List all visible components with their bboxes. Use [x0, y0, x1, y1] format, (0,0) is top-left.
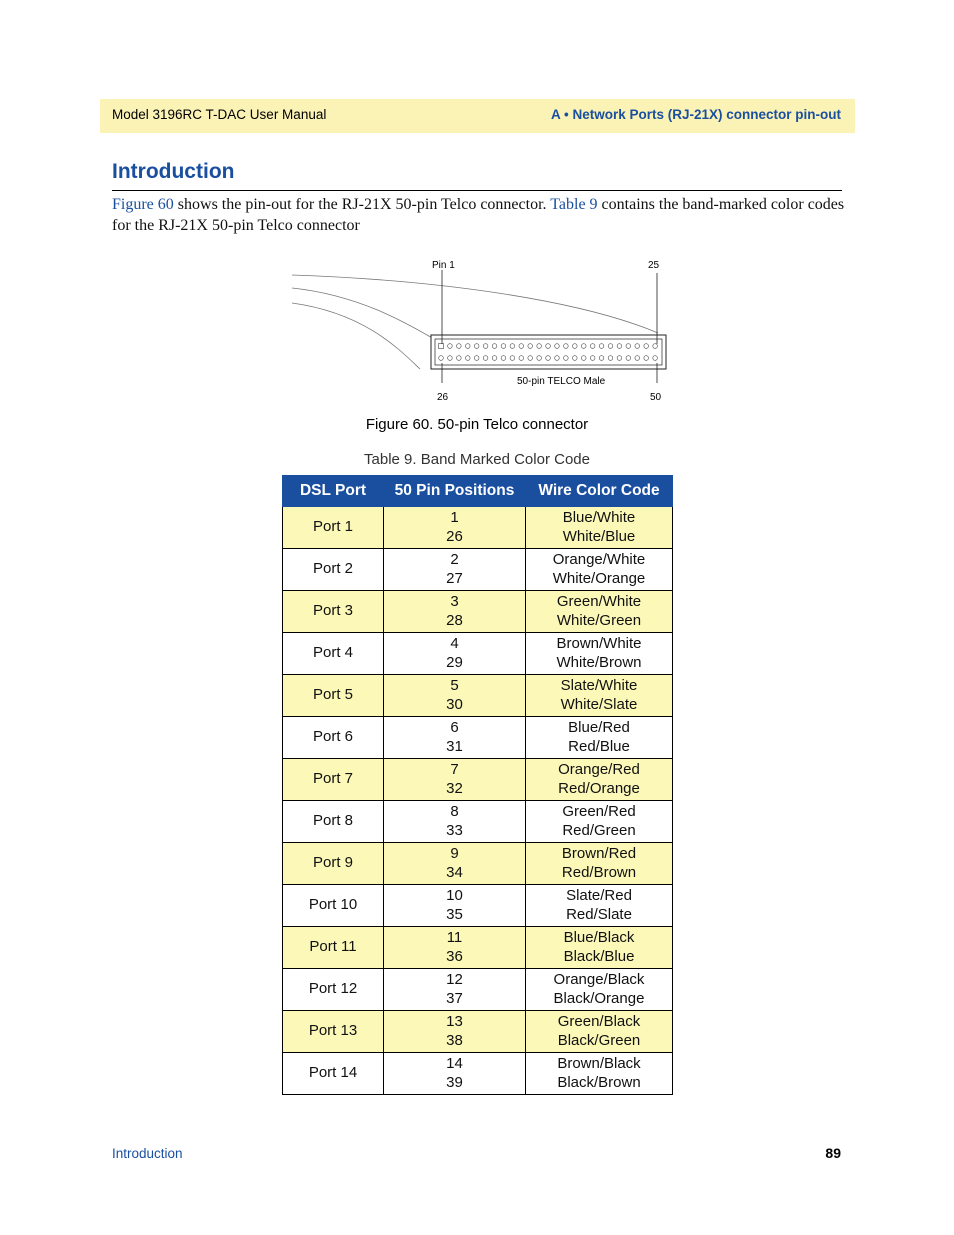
- page-number: 89: [825, 1145, 841, 1161]
- table-9-link[interactable]: Table 9: [550, 196, 598, 213]
- wire-color-cell-value: Green/White: [556, 593, 642, 610]
- wire-color-cell: [526, 1053, 673, 1095]
- pin-positions-cell: [384, 759, 526, 801]
- footer-section: Introduction: [112, 1146, 183, 1161]
- pin-positions-cell-value: 31: [446, 737, 463, 755]
- pin-positions-cell: [384, 969, 526, 1011]
- wire-color-cell-value: Red/Green: [562, 821, 636, 839]
- wire-color-cell-value: Orange/Red: [558, 761, 640, 778]
- wire-color-cell-value: White/Slate: [560, 695, 638, 713]
- dsl-port-cell: [283, 675, 384, 717]
- intro-paragraph: [112, 194, 847, 236]
- dsl-port-cell-value: Port 13: [308, 1022, 358, 1040]
- wire-color-cell-value: Slate/Red: [566, 887, 632, 904]
- wire-color-cell-value: Black/Orange: [553, 989, 645, 1007]
- dsl-port-cell-value: Port 4: [312, 644, 354, 662]
- pin-positions-cell-value: 32: [446, 779, 463, 797]
- pin-positions-cell-value: 4: [450, 635, 459, 652]
- wire-color-cell: [526, 927, 673, 969]
- wire-color-cell-value: White/Blue: [562, 527, 636, 545]
- table-row: [283, 507, 673, 549]
- wire-color-cell-value: Black/Green: [557, 1031, 641, 1049]
- section-title: Introduction: [112, 160, 235, 183]
- wire-color-cell-value: Slate/White: [560, 677, 638, 694]
- pin-positions-cell: [384, 843, 526, 885]
- cable-outline-low: [292, 303, 420, 369]
- wire-color-cell-value: Red/Slate: [566, 905, 632, 923]
- pin-1-label: Pin 1: [432, 260, 455, 271]
- table-row: [283, 633, 673, 675]
- dsl-port-cell-value: Port 12: [308, 980, 358, 998]
- table-row: [283, 1011, 673, 1053]
- dsl-port-cell-value: Port 8: [312, 812, 354, 830]
- pin-25-label: 25: [648, 260, 660, 271]
- header-wire-color: Wire Color Code: [526, 476, 673, 507]
- wire-color-cell-value: Green/Red: [562, 803, 636, 820]
- dsl-port-cell-value: Port 1: [312, 518, 354, 536]
- table-row: [283, 717, 673, 759]
- color-code-table: [282, 475, 673, 1095]
- dsl-port-cell: [283, 717, 384, 759]
- table-row: [283, 591, 673, 633]
- wire-color-cell: [526, 549, 673, 591]
- dsl-port-cell-value: Port 6: [312, 728, 354, 746]
- wire-color-cell-value: Brown/Black: [557, 1055, 641, 1072]
- wire-color-cell: [526, 843, 673, 885]
- table-row: [283, 549, 673, 591]
- intro-text-2: contains the band-marked color codes for the RJ-21X 50-pin Telco connector: [112, 196, 845, 234]
- dsl-port-cell-value: Port 14: [308, 1064, 358, 1082]
- wire-color-cell: [526, 591, 673, 633]
- table-row: [283, 885, 673, 927]
- wire-color-cell-value: Green/Black: [557, 1013, 641, 1030]
- table-row: [283, 1053, 673, 1095]
- wire-color-cell: [526, 675, 673, 717]
- dsl-port-cell: [283, 591, 384, 633]
- pin-positions-cell: [384, 927, 526, 969]
- pin-positions-cell-value: 28: [446, 611, 463, 629]
- wire-color-cell-value: Red/Orange: [558, 779, 640, 797]
- running-header: [100, 99, 855, 133]
- dsl-port-cell: [283, 801, 384, 843]
- pin-positions-cell: [384, 801, 526, 843]
- dsl-port-cell: [283, 633, 384, 675]
- wire-color-cell-value: Black/Brown: [557, 1073, 641, 1091]
- pin-positions-cell: [384, 591, 526, 633]
- pin-positions-cell: [384, 717, 526, 759]
- dsl-port-cell-value: Port 5: [312, 686, 354, 704]
- pin-positions-cell-value: 14: [446, 1055, 463, 1072]
- header-dsl-port: DSL Port: [283, 476, 384, 507]
- wire-color-cell-value: Brown/Red: [561, 845, 637, 862]
- pin-positions-cell-value: 34: [446, 863, 463, 881]
- table-row: [283, 927, 673, 969]
- pin-positions-cell: [384, 549, 526, 591]
- wire-color-cell-value: Orange/Black: [553, 971, 645, 988]
- dsl-port-cell-value: Port 11: [309, 938, 357, 956]
- pin-positions-cell-value: 36: [446, 947, 463, 965]
- wire-color-cell-value: Red/Blue: [568, 737, 630, 755]
- cable-outline-top: [292, 275, 658, 333]
- dsl-port-cell-value: Port 2: [312, 560, 354, 578]
- dsl-port-cell: [283, 507, 384, 549]
- wire-color-cell: [526, 507, 673, 549]
- pin-positions-cell: [384, 633, 526, 675]
- dsl-port-cell: [283, 885, 384, 927]
- table-caption: Table 9. Band Marked Color Code: [364, 451, 590, 468]
- dsl-port-cell-value: Port 3: [312, 602, 354, 620]
- telco-connector-figure: [290, 255, 675, 405]
- pin-positions-cell: [384, 885, 526, 927]
- pin-positions-cell-value: 35: [446, 905, 463, 923]
- pin-positions-cell-value: 8: [450, 803, 459, 820]
- wire-color-cell-value: Blue/Red: [568, 719, 630, 736]
- figure-60-link[interactable]: Figure 60: [112, 196, 174, 213]
- wire-color-cell: [526, 717, 673, 759]
- pin-positions-cell-value: 33: [446, 821, 463, 839]
- dsl-port-cell: [283, 549, 384, 591]
- dsl-port-cell-value: Port 10: [308, 896, 358, 914]
- pin-positions-cell: [384, 1011, 526, 1053]
- wire-color-cell-value: White/Orange: [552, 569, 646, 587]
- wire-color-cell: [526, 801, 673, 843]
- pin-positions-cell: [384, 1053, 526, 1095]
- pin-positions-cell-value: 27: [446, 569, 463, 587]
- pin-positions-cell-value: 7: [450, 761, 459, 778]
- table-row: [283, 969, 673, 1011]
- pin-positions-cell-value: 1: [450, 509, 459, 526]
- pin-positions-cell-value: 3: [450, 593, 459, 610]
- header-pin-positions: 50 Pin Positions: [384, 476, 526, 507]
- pin-26-label: 26: [437, 392, 449, 403]
- wire-color-cell: [526, 759, 673, 801]
- wire-color-cell: [526, 969, 673, 1011]
- chapter-title: A • Network Ports (RJ-21X) connector pin-out: [551, 107, 841, 122]
- pin-positions-cell-value: 39: [446, 1073, 463, 1091]
- figure-caption: Figure 60. 50-pin Telco connector: [365, 416, 589, 433]
- wire-color-cell-value: White/Brown: [556, 653, 642, 671]
- wire-color-cell: [526, 885, 673, 927]
- dsl-port-cell-value: Port 9: [312, 854, 354, 872]
- pin-positions-cell: [384, 675, 526, 717]
- wire-color-cell-value: White/Green: [556, 611, 642, 629]
- wire-color-cell: [526, 633, 673, 675]
- table-row: [283, 675, 673, 717]
- pin-positions-cell-value: 29: [446, 653, 463, 671]
- pin-positions-cell-value: 37: [446, 989, 463, 1007]
- dsl-port-cell: [283, 759, 384, 801]
- wire-color-cell-value: Brown/White: [556, 635, 642, 652]
- connector-label: 50-pin TELCO Male: [517, 376, 606, 387]
- table-header-row: [283, 476, 673, 507]
- dsl-port-cell: [283, 843, 384, 885]
- wire-color-cell-value: Black/Blue: [563, 947, 635, 965]
- pin-positions-cell-value: 26: [446, 527, 463, 545]
- pin-positions-cell: [384, 507, 526, 549]
- pin-50-label: 50: [650, 392, 662, 403]
- intro-text-1: shows the pin-out for the RJ-21X 50-pin Telco connector.: [173, 196, 551, 213]
- dsl-port-cell-value: Port 7: [312, 770, 354, 788]
- table-row: [283, 759, 673, 801]
- wire-color-cell: [526, 1011, 673, 1053]
- wire-color-cell-value: Orange/White: [552, 551, 646, 568]
- dsl-port-cell: [283, 969, 384, 1011]
- pin-positions-cell-value: 10: [446, 887, 463, 904]
- dsl-port-cell: [283, 927, 384, 969]
- pin-positions-cell-value: 11: [446, 929, 463, 946]
- cable-outline-mid: [292, 288, 434, 339]
- pin-positions-cell-value: 9: [450, 845, 459, 862]
- pin-positions-cell-value: 6: [450, 719, 459, 736]
- wire-color-cell-value: Blue/Black: [563, 929, 635, 946]
- pin-positions-cell-value: 5: [450, 677, 459, 694]
- pin-positions-cell-value: 2: [450, 551, 459, 568]
- title-rule: [112, 190, 842, 191]
- dsl-port-cell: [283, 1011, 384, 1053]
- pin-positions-cell-value: 13: [446, 1013, 463, 1030]
- pin-positions-cell-value: 30: [446, 695, 463, 713]
- manual-title: Model 3196RC T-DAC User Manual: [112, 107, 327, 122]
- table-row: [283, 843, 673, 885]
- pin-positions-cell-value: 38: [446, 1031, 463, 1049]
- dsl-port-cell: [283, 1053, 384, 1095]
- wire-color-cell-value: Blue/White: [562, 509, 636, 526]
- pin-positions-cell-value: 12: [446, 971, 463, 988]
- connector-body: [431, 335, 666, 369]
- table-row: [283, 801, 673, 843]
- wire-color-cell-value: Red/Brown: [561, 863, 637, 881]
